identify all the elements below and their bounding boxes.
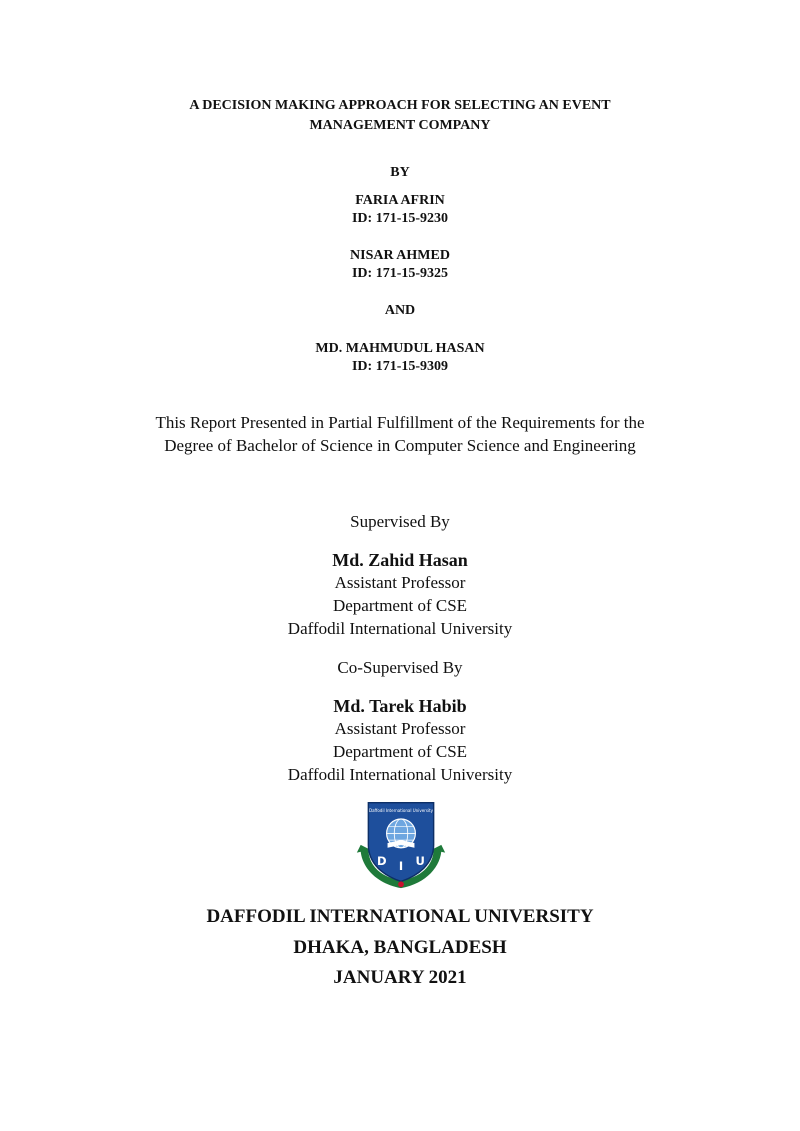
thesis-title-line-2: MANAGEMENT COMPANY (309, 118, 491, 133)
emblem-letter-d: D (377, 854, 387, 869)
and-label: AND (384, 303, 416, 318)
co-supervisor-department: Department of CSE (332, 742, 468, 761)
diu-emblem-logo (353, 795, 449, 891)
supervisor-department: Department of CSE (332, 596, 468, 615)
co-supervised-by-label: Co-Supervised By (337, 658, 463, 677)
emblem-letter-i: I (398, 858, 404, 873)
footer-university: DAFFODIL INTERNATIONAL UNIVERSITY (206, 906, 594, 927)
emblem-ribbon-text: Daffodil International University (369, 807, 433, 813)
by-label: BY (390, 165, 410, 180)
author-id: ID: 171-15-9230 (351, 211, 449, 226)
co-supervisor-title: Assistant Professor (334, 719, 466, 738)
supervisor-title: Assistant Professor (334, 573, 466, 592)
co-supervisor-name: Md. Tarek Habib (333, 696, 467, 716)
footer-location: DHAKA, BANGLADESH (293, 937, 507, 958)
report-statement-line-2: Degree of Bachelor of Science in Computer Science and Engineering (164, 436, 636, 455)
author-name: NISAR AHMED (350, 248, 450, 263)
supervised-by-label: Supervised By (350, 512, 450, 531)
emblem-letter-u: U (415, 854, 425, 869)
co-supervisor-university: Daffodil International University (287, 765, 513, 784)
author-name: FARIA AFRIN (355, 193, 445, 208)
supervisor-name: Md. Zahid Hasan (332, 550, 468, 570)
supervisor-university: Daffodil International University (287, 619, 513, 638)
report-statement-line-1: This Report Presented in Partial Fulfillment of the Requirements for the (155, 413, 645, 432)
author-id: ID: 171-15-9325 (351, 266, 449, 281)
author-name: MD. MAHMUDUL HASAN (315, 341, 485, 356)
author-id: ID: 171-15-9309 (351, 359, 449, 374)
thesis-title-line-1: A DECISION MAKING APPROACH FOR SELECTING AN EVENT (189, 98, 611, 113)
footer-date: JANUARY 2021 (333, 967, 467, 988)
